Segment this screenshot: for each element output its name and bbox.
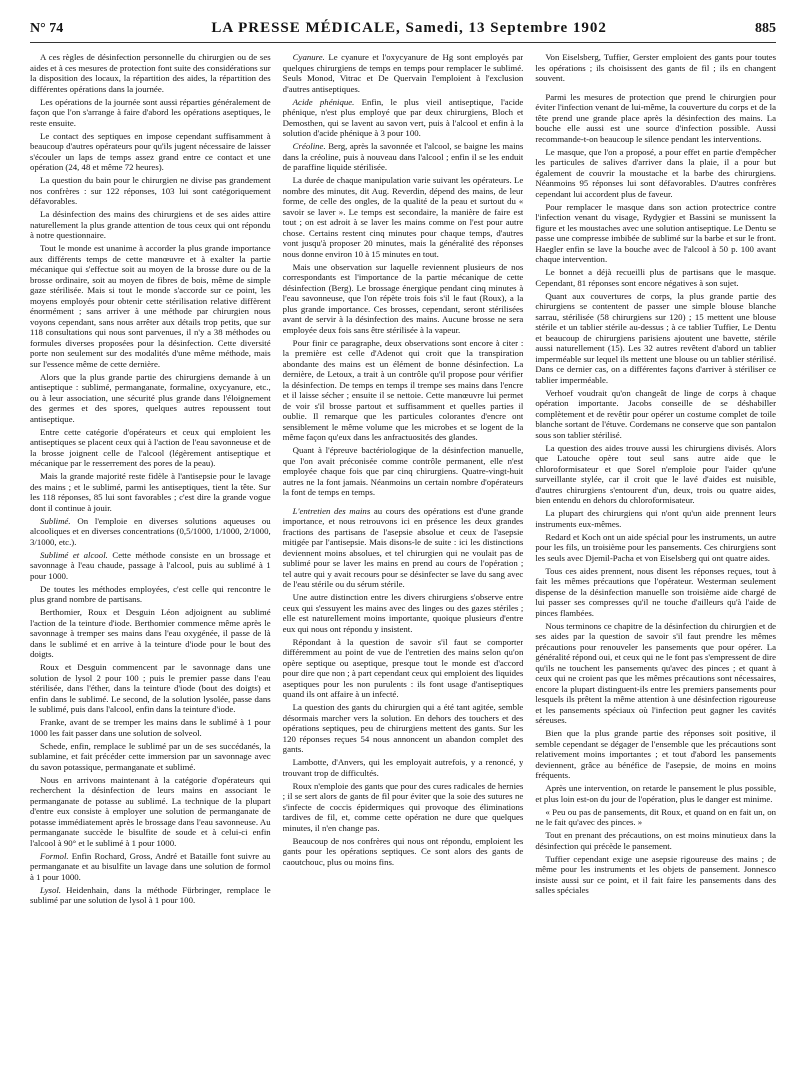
paragraph <box>30 372 271 425</box>
paragraph <box>30 209 271 241</box>
paragraph-text: On l'emploie en diverses solutions aqueuses ou alcooliques et en diverses concentrations (0,5/1000, 1/1000, 2/1000, 3/1000, etc.). <box>30 515 271 547</box>
paragraph-text: Mais une observation sur laquelle reviennent plusieurs de nos correspondants est l'importance de la partie mécanique de cette désinfection (Berg). Le brossage énergique pendant cinq minutes à l'eau savonneuse, que l'on répète trois fois s'il le faut (Roux), a la plus grande importance. Ces brosses, cependant, seront stérilisées avant de servir à la désinfection des mains. Aucune brosse ne sera employée deux fois sans être stérilisée à la vapeur. <box>282 261 524 335</box>
paragraph-text: Lambotte, d'Anvers, qui les employait autrefois, y a renoncé, y trouvant trop de difficultés. <box>282 757 524 778</box>
paragraph <box>535 202 776 265</box>
paragraph-lead: Sublimé et alcool. <box>40 549 108 560</box>
paragraph <box>535 783 776 804</box>
paragraph-text: Entre cette catégorie d'opérateurs et ceux qui emploient les antiseptiques se placent ceux qui à l'action de l'eau savonneuse et de la brosse joignent celle de l'alcool (légèrement antiseptique et mécanique par le resserrement des pores de la peau). <box>30 426 271 468</box>
page-header <box>30 20 776 43</box>
paragraph <box>283 757 524 778</box>
paragraph <box>283 52 524 94</box>
paragraph-text: Tout en prenant des précautions, on est moins minutieux dans la désinfection qui précède le pansement. <box>535 830 777 851</box>
paragraph <box>283 781 524 834</box>
paragraph-lead: Cyanure. <box>292 52 325 62</box>
paragraph-lead: Lysol. <box>40 884 61 895</box>
paragraph-text: La question des gants du chirurgien qui a été tant agitée, semble désormais marcher vers la solution. En dehors des touchers et des opérations septiques, peu de chirurgiens mettent des gants. Sur les 120 réponses reçues 54 nous annoncent un abandon complet des gants. <box>282 702 524 754</box>
paragraph <box>535 147 776 200</box>
paragraph <box>30 131 271 173</box>
paragraph-text: Tous ces aides prennent, nous disent les réponses reçues, tout à fait les mêmes précautions que l'opérateur. Westerman seulement dispense de la désinfection manuelle son troisième aide chargé de lui passer ses compresses qu'il ne touche d'ailleurs qu'à l'aide de pinces flambées. <box>535 565 777 618</box>
paragraph <box>535 566 776 619</box>
paragraph-text: Roux et Desguin commencent par le savonnage dans une solution de lysol 2 pour 100 ; puis le premier passe dans l'eau stérilisée, dans l'éther, dans la teinture d'iode (bout des doigts) et enfin dans le sublimé. Le second, de la solution lysolée, passe dans le sublimé, puis dans l'alcool, enfin dans la teinture d'iode. <box>30 662 271 714</box>
paragraph <box>535 92 776 145</box>
paragraph-text: Le cyanure et l'oxycyanure de Hg sont employés par quelques chirurgiens de temps en temps pour remplacer le sublimé. Seuls Monod, Vitrac et De Quervain l'emploient à l'exclusion d'autres antiseptiques. <box>282 52 524 94</box>
paragraph-text: Pour remplacer le masque dans son action protectrice contre l'infection venant du visage, Rydygier et Bassini se munissent la figure et les moustaches avec une solution antiseptique. Le Dentu se passe une compresse imbibée de sublimé sur la barbe et sur le front. Haegler enfin se lave la bouche avec de l'alcool à 50 p. 100 avant chaque intervention. <box>535 201 777 264</box>
paragraph-text: Franke, avant de se tremper les mains dans le sublimé à 1 pour 1000 les fait passer dans une solution de solveol. <box>30 717 271 738</box>
paragraph-text: Heidenhain, dans la méthode Fürbringer, remplace le sublimé par une solution de lysol à 1 pour 100. <box>30 884 271 905</box>
paragraph <box>30 516 271 548</box>
paragraph <box>283 338 524 443</box>
paragraph <box>283 97 524 139</box>
paragraph-text: au cours des opérations est d'une grande importance, et nous retrouvons ici en présence les deux grandes fractions des partisans de l'asepsie absolue et ceux de l'asepsie mitigée par l'antisepsie. Mais disons-le de suite : ici les distinctions deviennent moins absolues, et tel chirurgien qui ne voulait pas de sublimé pour se laver les mains en prend au cours de l'opération ; tel autre qui y avait recours pour se désinfecter se lave du sang avec de l'eau stérile ou du sérum stérile. <box>282 505 524 589</box>
paragraph <box>535 830 776 851</box>
paragraph-text: Bien que la plus grande partie des réponses soit positive, il semble cependant se dégager de l'ensemble que les précautions sont relativement moins importantes ; et tout d'abord les pansements deviennent, grâce au bénéfice de l'asepsie, de moins en moins fréquents. <box>535 728 777 780</box>
paragraph-text: Après une intervention, on retarde le pansement le plus possible, et plus loin est-on du jour de l'opération, plus le danger est minime. <box>535 783 777 804</box>
text-column-1 <box>30 52 271 1076</box>
paragraph <box>30 243 271 369</box>
paragraph-text: Mais la grande majorité reste fidèle à l'antisepsie pour le lavage des mains ; et le sublimé, parmi les antiseptiques, tient la tête. Sur les 118 réponses, 85 lui sont favorables ; c'est dire la grande vogue dont il continue à jouir. <box>30 471 271 513</box>
paragraph-text: Redard et Koch ont un aide spécial pour les instruments, un autre pour les fils, un troisième pour les pansements. Ces chirurgiens sont les seuls avec Djemil-Pacha et von Eiselsberg qui ont quatre aides. <box>535 531 777 563</box>
paragraph <box>30 717 271 738</box>
paragraph <box>535 728 776 781</box>
paragraph-text: Alors que la plus grande partie des chirurgiens demande à un antiseptique : sublimé, permanganate, formaline, oxycyanure, etc., ou à leur association, une sécurité plus grande dans l'éloignement des germes et des spores, quelques autres repoussent tout antiseptique. <box>30 371 271 424</box>
paragraph-text: La désinfection des mains des chirurgiens et de ses aides attire naturellement la plus grande attention de tous ceux qui ont répondu à notre questionnaire. <box>30 209 271 240</box>
paragraph-text: Le contact des septiques en impose cependant suffisamment à beaucoup d'autres opérateurs pour qu'ils jugent nécessaire de laisser s'écouler un laps de temps assez grand entre ce contact et une opération (24, 48 et même 72 heures). <box>30 130 271 172</box>
page-number: 885 <box>755 21 776 36</box>
paragraph-text: A ces règles de désinfection personnelle du chirurgien ou de ses aides et à ces mesures de protection font suite des considérations sur la disposition des locaux, la répartition des aides, la répartition des différentes opérations dans la journée. <box>30 52 271 94</box>
paragraph <box>535 267 776 288</box>
paragraph-text: Pour finir ce paragraphe, deux observations sont encore à citer : la première est celle d'Adenot qui croit que la transpiration abondante des mains est un élément de bonne désinfection. La dernière, de Letoux, a trait à un contrôle qu'il propose pour vérifier la désinfection. De temps en temps il trempe ses mains dans l'encre et il laisse sécher ; ensuite il se nettoie. Cette manœuvre lui permet de voir s'il brosse partout et suffisamment et quelles parties il oublie. Il remarque que les particules colorantes d'encre ont sensiblement le même volume que les microbes et se logent de la même façon qu'eux dans les anfractuosités des glandes. <box>282 337 524 442</box>
paragraph <box>283 175 524 259</box>
paragraph <box>30 851 271 883</box>
paragraph-text: Schede, enfin, remplace le sublimé par un de ses succédanés, la sublamine, et fait précéder cette immersion par un savonnage avec du savon potassique, permanganate et sublimé. <box>30 740 271 772</box>
paragraph <box>283 262 524 336</box>
paragraph <box>30 471 271 513</box>
paragraph <box>535 532 776 564</box>
journal-title: LA PRESSE MÉDICALE, Samedi, 13 Septembre 1902 <box>211 20 607 36</box>
issue-number: N° 74 <box>30 21 64 36</box>
paragraph <box>535 443 776 506</box>
paragraph <box>30 52 271 94</box>
paragraph <box>30 550 271 582</box>
paragraph-text: Nous en arrivons maintenant à la catégorie d'opérateurs qui recherchent la désinfection de leurs mains en associant le permanganate de potasse au sublimé. La technique de la plupart d'entre eux consiste à employer une solution de permanganate de potasse immédiatement après le brossage dans l'eau savonneuse. Au permanganate succède le bisulfite de soude et à celui-ci enfin l'alcool à 90° et le sublimé à 1 pour 1000. <box>30 774 271 848</box>
paragraph <box>283 836 524 868</box>
paragraph <box>283 445 524 498</box>
paragraph-lead: Acide phénique. <box>292 96 355 107</box>
paragraph <box>283 702 524 755</box>
paragraph-text: Le bonnet a déjà recueilli plus de partisans que le masque. Cependant, 81 réponses sont encore négatives à son sujet. <box>535 267 777 288</box>
paragraph-text: Enfin, le plus vieil antiseptique, l'acide phénique, n'est plus employé que par deux chirurgiens, Bloch et Demosthen, qui se lavent au savon vert, puis à l'alcool et enfin à la solution d'acide phénique à 3 pour 100. <box>282 96 524 138</box>
paragraph <box>283 637 524 700</box>
paragraph <box>535 621 776 726</box>
paragraph <box>30 662 271 715</box>
paragraph <box>535 52 776 84</box>
paragraph <box>30 97 271 129</box>
paragraph-text: Parmi les mesures de protection que prend le chirurgien pour éviter l'infection venant de lui-même, la couverture du corps et de la tête prend une grande place après la désinfection des mains. La bouche elle aussi est une source d'infection possible. Aussi recommande-t-on beaucoup le silence pendant les interventions. <box>535 91 777 144</box>
paragraph <box>535 854 776 896</box>
paragraph-text: Quant aux couvertures de corps, la plus grande partie des chirurgiens se contentent de passer une simple blouse blanche sarrau, stérilisée (58 chirurgiens sur 120) ; 15 mettent une blouse stérile et un tablier stérile au-dessus ; à ce tablier Tuffier, Le Dentu et beaucoup de chirurgiens parisiens ajoutent une bavette, stérile aussi naturellement (15). Les 32 autres revêtent d'abord un tablier imperméable sur lequel ils mettent une blouse ou un tablier stérilisé. Dans ce dernier cas, on a différentes façons d'arriver à stériliser ce tablier imperméable. <box>535 290 777 385</box>
paragraph-text: Tuffier cependant exige une asepsie rigoureuse des mains ; de même pour les instruments et les objets de pansement. Jonnesco insiste aussi sur ce point, et il fait faire les pansements dans des salles spéciales <box>535 853 777 895</box>
paragraph <box>535 388 776 441</box>
paragraph-text: Quant à l'épreuve bactériologique de la désinfection manuelle, que l'on avait préconisée comme contrôle permanent, elle n'est employée chaque fois que par cinq chirurgiens. Quatre-vingt-huit autres ne la font jamais. Néanmoins un certain nombre d'opérateurs la font de temps en temps. <box>282 445 524 497</box>
paragraph-text: Berthomier, Roux et Desguin Léon adjoignent au sublimé l'action de la teinture d'iode. Berthomier commence même après le savonnage à tremper ses mains dans l'eau oxygénée, il passe de là dans le sublimé et en arrive à la teinture d'iode pour le bout des doigts. <box>30 607 271 659</box>
paragraph <box>535 807 776 828</box>
paragraph <box>30 427 271 469</box>
paragraph-text: La plupart des chirurgiens qui n'ont qu'un aide prennent leurs instruments eux-mêmes. <box>535 508 777 529</box>
paragraph <box>30 607 271 660</box>
paragraph <box>30 885 271 906</box>
paragraph <box>535 508 776 529</box>
paragraph <box>283 506 524 590</box>
paragraph-text: Répondant à la question de savoir s'il faut se comporter différemment au point de vue de l'entretien des mains selon qu'on opère septique ou aseptique, presque tout le monde est d'accord pour dire que non ; à part cependant ceux qui emploient des liquides aseptiques pour les non purulents : ils font usage d'antiseptiques quand ils ont affaire à un infecté. <box>282 636 524 699</box>
paragraph-text: Beaucoup de nos confrères qui nous ont répondu, emploient les gants pour les opérations septiques. Ce sont alors des gants de caoutchouc, plus ou moins fins. <box>282 835 524 867</box>
paragraph-text: Une autre distinction entre les divers chirurgiens s'observe entre ceux qui s'essuyent les mains avec des linges ou des gazes stériles ; elle est naturellement moins importante, quoique plusieurs d'entre eux qui nous ont répondu y insistent. <box>282 592 524 634</box>
paragraph-text: Verhoef voudrait qu'on changeât de linge de corps à chaque opération importante. Jacobs conseille de se déshabiller complètement et de revêtir pour opérer un costume complet de toile blanche sortant de l'étuve. Cordemans ne conserve que son pantalon sous son tablier stérilisé. <box>535 387 777 440</box>
paragraph-lead: Formol. <box>40 850 69 861</box>
paragraph-text: Cette méthode consiste en un brossage et savonnage à l'eau chaude, passage à l'alcool, puis au sublimé à 1 pour 1000. <box>30 549 271 581</box>
paragraph-text: La question du bain pour le chirurgien ne divise pas grandement nos confrères : sur 122 réponses, 103 lui sont catégoriquement défavorables. <box>30 175 271 206</box>
paragraph-text: La question des aides trouve aussi les chirurgiens divisés. Alors que Latouche opère tout seul sans autre aide que le chloroformisateur et que Sorel n'emploie pour l'aider qu'une surveillante stylée, car il croit que le lavé d'aides est nuisible, d'autres chirurgiens s'entourent d'un, deux, trois ou quatre aides, bien entendu en dehors du chloroformisateur. <box>535 442 777 505</box>
paragraph-text: Enfin Rochard, Gross, André et Bataille font suivre au permanganate et au bisulfite un lavage dans une solution de formol à 1 pour 1000. <box>30 850 271 882</box>
paragraph-text: Roux n'emploie des gants que pour des cures radicales de hernies ; il se sert alors de gants de fil pour éviter que la soie des sutures ne s'infecte de coccis épidermiques qui provoque des éliminations tardives de fil, et, comme cette opération ne dure que quelques minutes, il n'en change pas. <box>282 780 524 833</box>
text-columns <box>30 52 776 1076</box>
paragraph <box>30 775 271 849</box>
paragraph <box>283 141 524 173</box>
paragraph <box>283 592 524 634</box>
paragraph <box>30 175 271 207</box>
paragraph-text: Le masque, que l'on a proposé, a pour effet en partie d'empêcher les particules de salives d'arriver dans la plaie, il a pour but également de couvrir la moustache et la barbe des chirurgiens. Néanmoins 95 réponses lui sont défavorables. D'autres confrères cependant lui accordent plus de faveur. <box>535 146 777 199</box>
paragraph-text: La durée de chaque manipulation varie suivant les opérateurs. Le nombre des minutes, dit Aug. Reverdin, dépend des mains, de leur forme, de celle des ongles, de la qualité de la peau et surtout du « savoir se laver ». Le temps est secondaire, la manière de faire est tout ; on est adroit à se laver les mains comme on l'est pour autre chose. Certains restent cinq minutes pour chaque temps, d'autres vont jusqu'à proposer 20 minutes, mais la généralité des réponses nous donne environ 10 à 15 minutes en tout. <box>282 175 524 259</box>
paragraph-text: Von Eiselsberg, Tuffier, Gerster emploient des gants pour toutes les opérations ; ils choisissent des gants de fil ; ils en changent souvent. <box>535 52 777 83</box>
text-column-2 <box>283 52 524 1076</box>
paragraph <box>30 584 271 605</box>
paragraph-text: Les opérations de la journée sont aussi réparties généralement de façon que l'on s'arrange à faire d'abord les opérations aseptiques, le reste ensuite. <box>30 96 271 128</box>
paragraph-lead: Créoline. <box>292 141 326 151</box>
paragraph-text: Berg, après la savonnée et l'alcool, se baigne les mains dans la créoline, puis à nouveau dans l'alcool ; enfin il se les enduit de paraffine liquide stérilisée. <box>282 141 524 172</box>
paragraph-lead: Sublimé. <box>40 515 71 526</box>
paragraph-text: Nous terminons ce chapitre de la désinfection du chirurgien et de ses aides par la question de savoir s'il faut prendre les mêmes précautions pour renouveler les pansements que pour opérer. La généralité répond oui, et ceux qui ne le font pas s'empressent de dire qu'ils ne touchent les pansements qu'avec des pinces ; et quant à ceux qui ne croient pas que les mêmes précautions sont nécessaires, encore la plupart distinguent-ils entre les premiers pansements pour lesquels ils prêtent la même attention à une désinfection rigoureuse et les pansements spéciaux où l'infection peut gagner les cavités séreuses. <box>535 620 777 725</box>
text-column-3 <box>535 52 776 1076</box>
paragraph-text: Tout le monde est unanime à accorder la plus grande importance aux différents temps de cette manœuvre et à exalter la partie mécanique qui s'effectue soit au moyen de la brosse dure ou de la brosse ordinaire, soit au moyen de fibres de bois, même de simple gaze stérilisée. Mais si tout le monde s'accorde sur ce point, les moyens employés pour obtenir cette stérilisation relative diffèrent énormément ; sans arriver à une méthode par chirurgien nous voyons cependant, sans nous arrêter aux détails trop petits, que sur 118 consultations qui nous sont parvenues, il n'y a 38 méthodes ou formules diverses proposées pour la désinfection. Cette diversité porte non seulement sur des modalités d'une même méthode, mais sur l'essence même de cette dernière. <box>30 243 271 369</box>
paragraph-lead: L'entretien des mains <box>292 505 371 516</box>
paragraph-text: « Peu ou pas de pansements, dit Roux, et quand on en fait un, on ne le fait qu'avec des pinces. » <box>535 806 777 827</box>
paragraph <box>535 291 776 386</box>
paragraph <box>30 741 271 773</box>
paragraph-text: De toutes les méthodes employées, c'est celle qui rencontre le plus grand nombre de partisans. <box>30 583 271 604</box>
